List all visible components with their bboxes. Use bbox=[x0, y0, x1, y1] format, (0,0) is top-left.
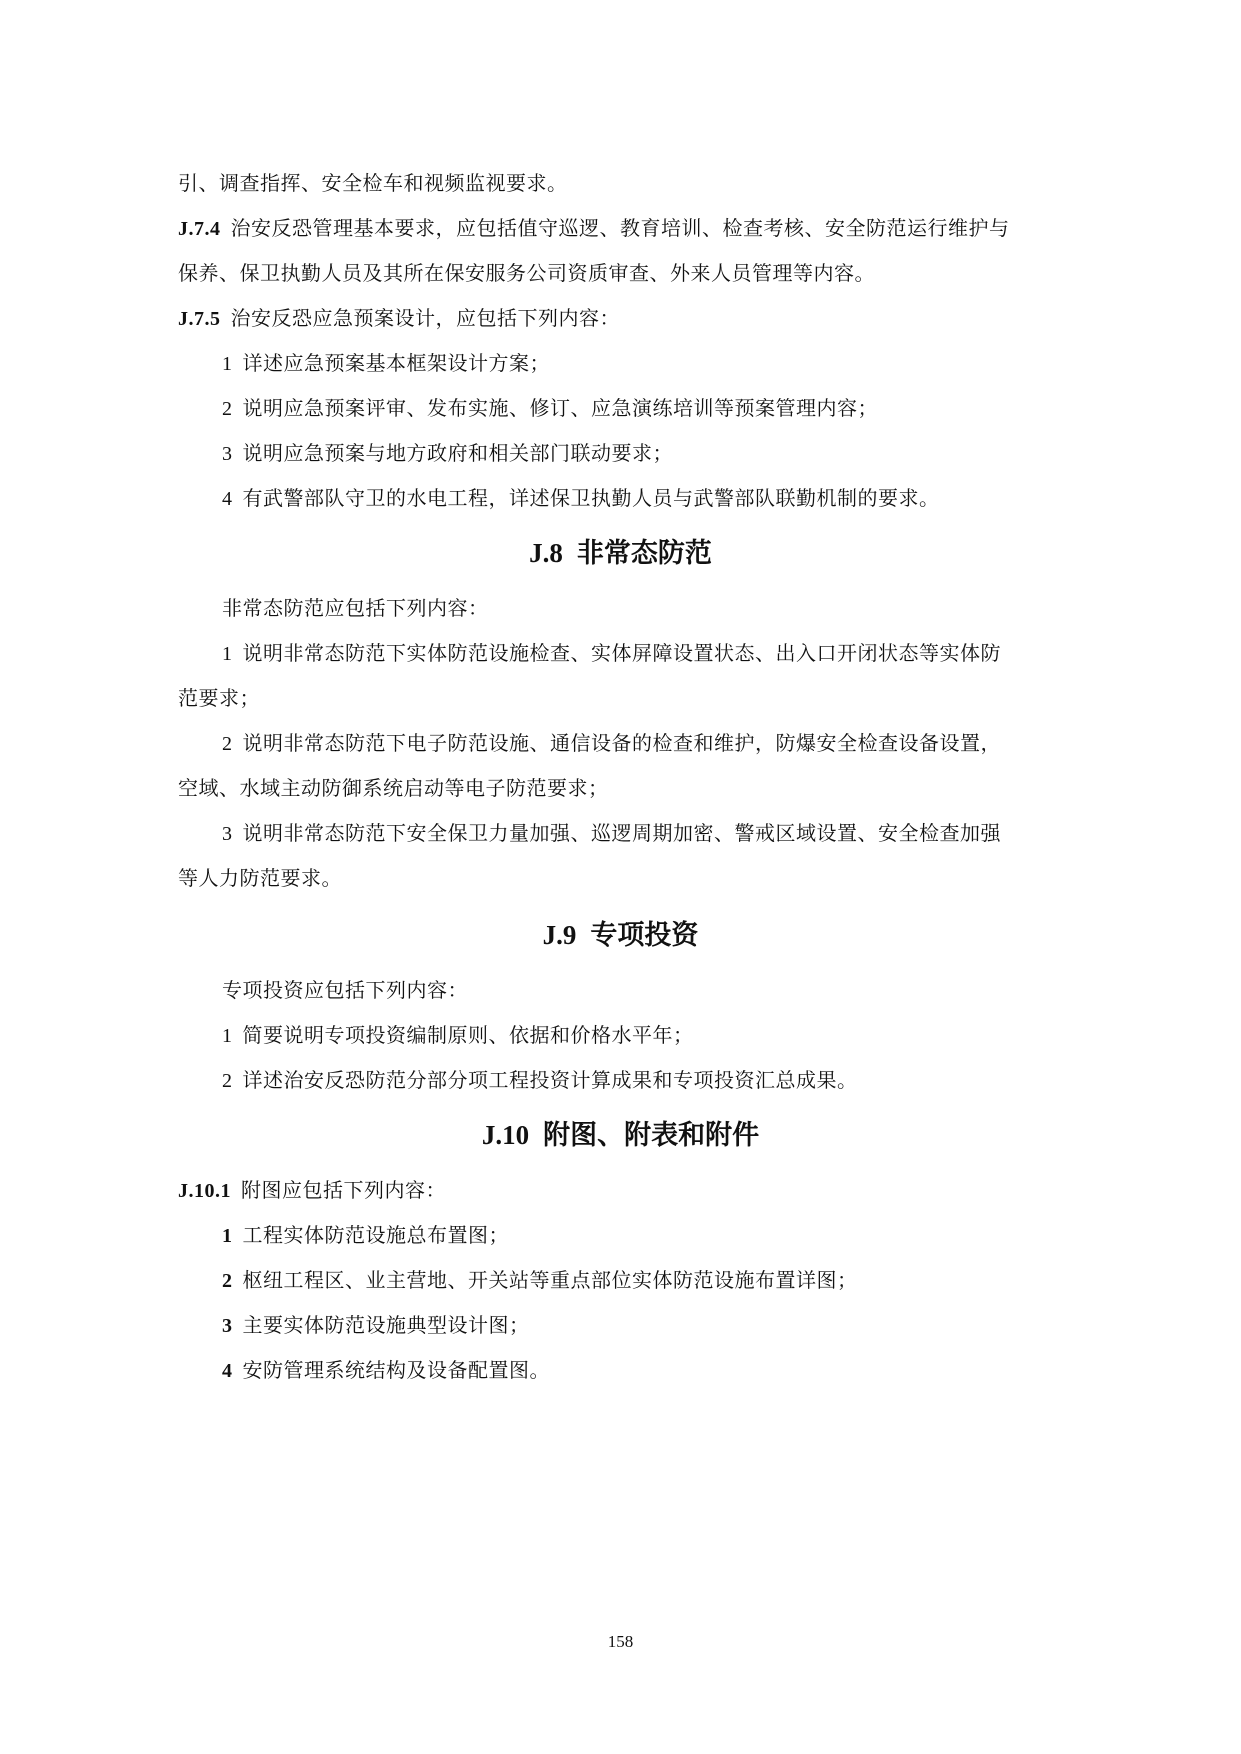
section-heading-j8: J.8 非常态防范 bbox=[529, 538, 712, 569]
list-item-continuation: 等人力防范要求。 bbox=[178, 866, 342, 890]
clause-j74-line-2: 保养、保卫执勤人员及其所在保安服务公司资质审查、外来人员管理等内容。 bbox=[178, 261, 875, 285]
list-item: 1 说明非常态防范下实体防范设施检查、实体屏障设置状态、出入口开闭状态等实体防 bbox=[222, 641, 1001, 665]
paragraph-continuation: 引、调查指挥、安全检车和视频监视要求。 bbox=[178, 171, 568, 195]
list-item: 2 详述治安反恐防范分部分项工程投资计算成果和专项投资汇总成果。 bbox=[222, 1068, 858, 1092]
section-heading-j9: J.9 专项投资 bbox=[542, 920, 699, 951]
list-item: 1 工程实体防范设施总布置图； bbox=[222, 1223, 509, 1247]
list-item: 1 详述应急预案基本框架设计方案； bbox=[222, 351, 550, 375]
clause-number: J.7.4 bbox=[178, 218, 221, 240]
section-intro: 专项投资应包括下列内容： bbox=[222, 978, 468, 1002]
list-item: 4 安防管理系统结构及设备配置图。 bbox=[222, 1358, 550, 1382]
list-item: 2 说明应急预案评审、发布实施、修订、应急演练培训等预案管理内容； bbox=[222, 396, 878, 420]
section-heading-j10: J.10 附图、附表和附件 bbox=[481, 1120, 760, 1151]
list-item: 4 有武警部队守卫的水电工程，详述保卫执勤人员与武警部队联勤机制的要求。 bbox=[222, 486, 940, 510]
page-number: 158 bbox=[607, 1632, 634, 1651]
list-item: 3 说明应急预案与地方政府和相关部门联动要求； bbox=[222, 441, 673, 465]
clause-j75: J.7.5 治安反恐应急预案设计，应包括下列内容： bbox=[178, 306, 620, 330]
list-item: 1 简要说明专项投资编制原则、依据和价格水平年； bbox=[222, 1023, 694, 1047]
list-item: 2 说明非常态防范下电子防范设施、通信设备的检查和维护，防爆安全检查设备设置， bbox=[222, 731, 1001, 755]
list-item: 3 说明非常态防范下安全保卫力量加强、巡逻周期加密、警戒区域设置、安全检查加强 bbox=[222, 821, 1001, 845]
list-item: 3 主要实体防范设施典型设计图； bbox=[222, 1313, 530, 1337]
clause-number: J.7.5 bbox=[178, 308, 221, 330]
section-intro: 非常态防范应包括下列内容： bbox=[222, 596, 489, 620]
list-item-continuation: 范要求； bbox=[178, 686, 260, 710]
clause-j74-line-1: J.7.4 治安反恐管理基本要求，应包括值守巡逻、教育培训、检查考核、安全防范运行维护与 bbox=[178, 216, 1010, 240]
clause-number: J.10.1 bbox=[178, 1180, 231, 1202]
list-item: 2 枢纽工程区、业主营地、开关站等重点部位实体防范设施布置详图； bbox=[222, 1268, 858, 1292]
clause-j101: J.10.1 附图应包括下列内容： bbox=[178, 1178, 446, 1202]
list-item-continuation: 空域、水域主动防御系统启动等电子防范要求； bbox=[178, 776, 609, 800]
